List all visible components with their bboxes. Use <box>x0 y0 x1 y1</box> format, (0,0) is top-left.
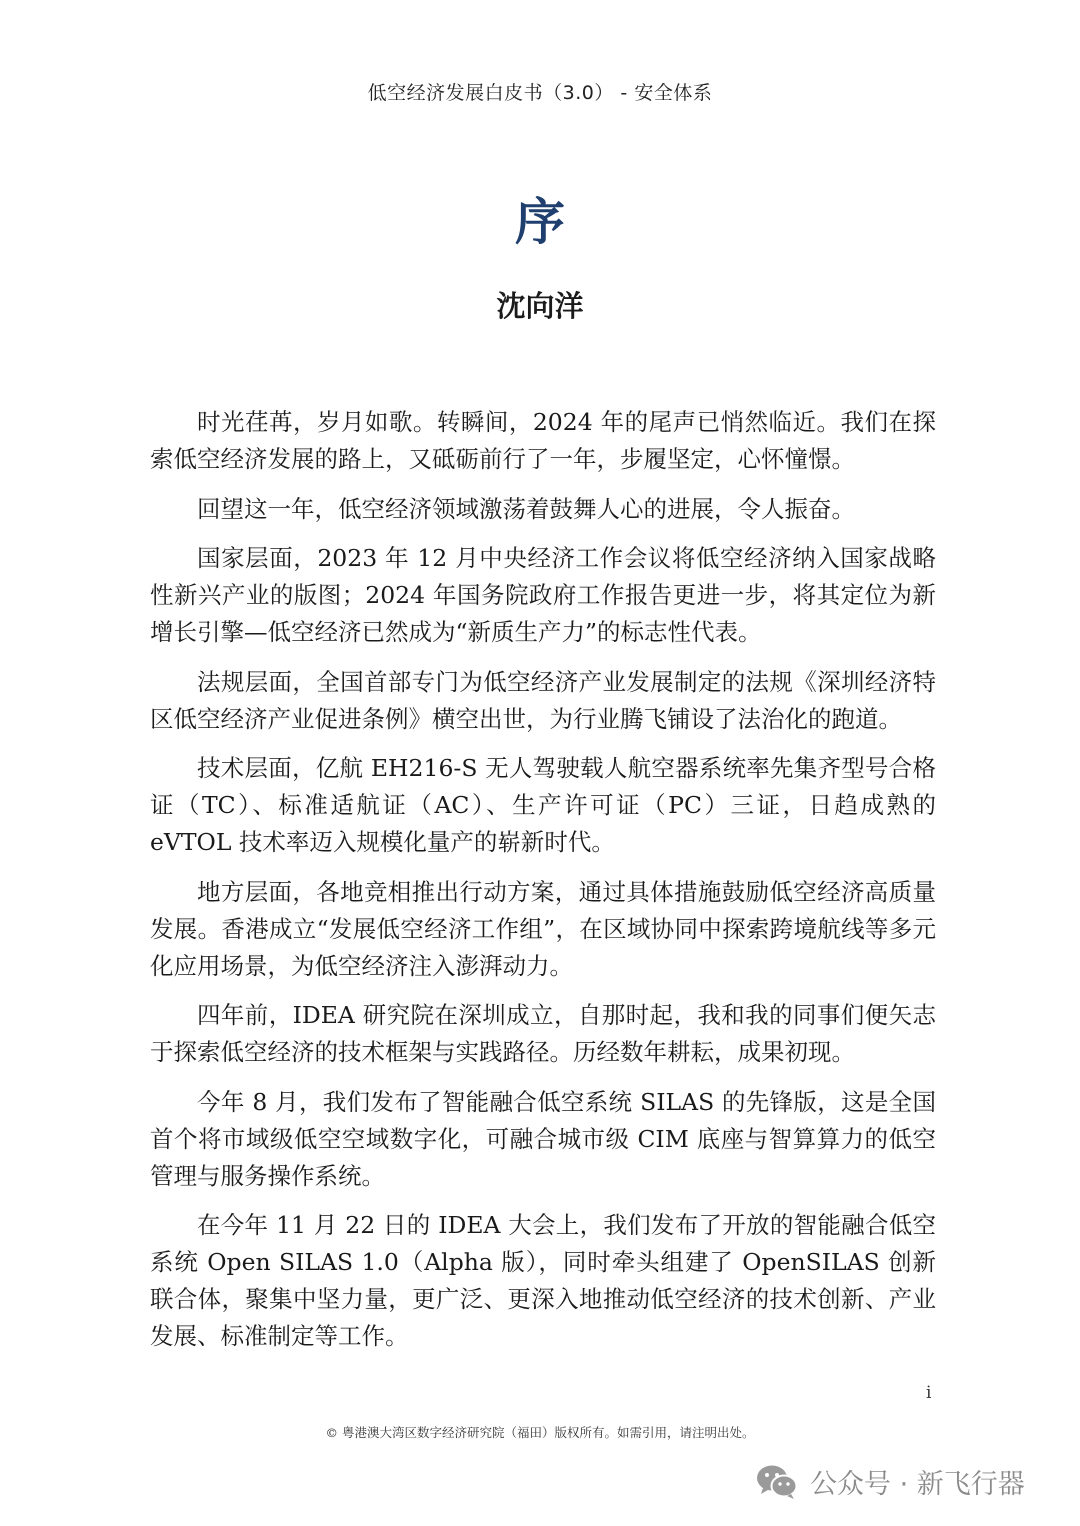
paragraph: 地方层面，各地竞相推出行动方案，通过具体措施鼓励低空经济高质量发展。香港成立“发展低空经济工作组”，在区域协同中探索跨境航线等多元化应用场景，为低空经济注入澎湃动力。 <box>150 877 936 980</box>
copyright-notice: © 粤港澳大湾区数字经济研究院（福田）版权所有。如需引用，请注明出处。 <box>325 1425 755 1440</box>
preface-title: 序 <box>515 193 565 251</box>
paragraph: 时光荏苒，岁月如歌。转瞬间，2024 年的尾声已悄然临近。我们在探索低空经济发展的路上，又砥砺前行了一年，步履坚定，心怀憧憬。 <box>150 408 936 473</box>
paragraph: 国家层面，2023 年 12 月中央经济工作会议将低空经济纳入国家战略性新兴产业的版图；2024 年国务院政府工作报告更进一步，将其定位为新增长引擎—低空经济已然成为“新质生产力”的标志性代表。 <box>150 544 936 646</box>
watermark-text: 公众号 · 新飞行器 <box>810 1469 1025 1500</box>
paragraph: 在今年 11 月 22 日的 IDEA 大会上，我们发布了开放的智能融合低空系统 Open SILAS 1.0（Alpha 版），同时牵头组建了 OpenSILAS 创新联合体，聚集中坚力量，更广泛、更深入地推动低空经济的技术创新、产业发展、标准制定等工作。 <box>150 1211 936 1350</box>
preface-author: 沈向洋 <box>496 289 584 323</box>
paragraph: 法规层面，全国首部专门为低空经济产业发展制定的法规《深圳经济特区低空经济产业促进条例》横空出世，为行业腾飞铺设了法治化的跑道。 <box>150 667 936 733</box>
paragraph: 技术层面，亿航 EH216-S 无人驾驶载人航空器系统率先集齐型号合格证（TC）、标准适航证（AC）、生产许可证（PC）三证，日趋成熟的 eVTOL 技术率迈入规模化量产的崭新时代。 <box>150 754 936 856</box>
watermark <box>756 1462 1025 1501</box>
page-number: i <box>926 1383 932 1403</box>
preface-body <box>150 404 936 1368</box>
wechat-icon <box>756 1463 798 1501</box>
paragraph: 回望这一年，低空经济领域激荡着鼓舞人心的进展，令人振奋。 <box>197 494 855 523</box>
running-header: 低空经济发展白皮书（3.0） - 安全体系 <box>367 82 713 104</box>
paragraph: 今年 8 月，我们发布了智能融合低空系统 SILAS 的先锋版，这是全国首个将市域级低空空域数字化，可融合城市级 CIM 底座与智算算力的低空管理与服务操作系统。 <box>150 1087 936 1190</box>
paragraph: 四年前，IDEA 研究院在深圳成立，自那时起，我和我的同事们便矢志于探索低空经济的技术框架与实践路径。历经数年耕耘，成果初现。 <box>150 1001 936 1066</box>
